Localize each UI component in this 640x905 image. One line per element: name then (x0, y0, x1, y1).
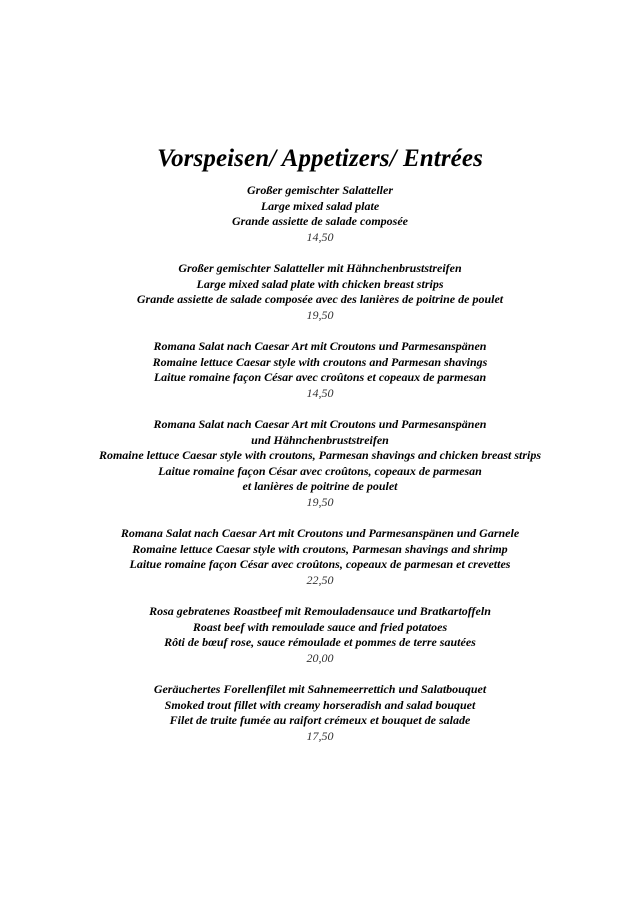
item-name-german: Geräuchertes Forellenfilet mit Sahnemeerrettich und Salatbouquet (153, 682, 487, 696)
item-name-german-continued: und Hähnchenbruststreifen (251, 432, 389, 447)
item-name-german: Romana Salat nach Caesar Art mit Croutons und Parmesanspänen und Garnele (120, 526, 520, 540)
menu-item (0, 417, 640, 510)
item-price: 22,50 (306, 572, 334, 587)
item-name-english: Romaine lettuce Caesar style with croutons, Parmesan shavings and chicken breast strips (98, 448, 542, 462)
item-price: 20,00 (306, 650, 334, 665)
item-name-french: Grande assiette de salade composée avec des lanières de poitrine de poulet (136, 292, 504, 306)
menu-title: Vorspeisen/ Appetizers/ Entrées (157, 145, 483, 172)
menu-item (0, 604, 640, 666)
item-name-english: Large mixed salad plate (260, 198, 380, 213)
menu-item (0, 183, 640, 245)
item-price: 14,50 (306, 385, 334, 400)
item-name-french: Laitue romaine façon César avec croûtons, copeaux de parmesan et crevettes (129, 557, 511, 571)
item-price: 19,50 (306, 494, 334, 509)
item-name-french: Grande assiette de salade composée (232, 214, 408, 228)
menu-item (0, 261, 640, 323)
item-name-english: Romaine lettuce Caesar style with croutons and Parmesan shavings (152, 354, 488, 369)
item-name-french: Rôti de bœuf rose, sauce rémoulade et pommes de terre sautées (164, 635, 476, 649)
item-name-english: Romaine lettuce Caesar style with croutons, Parmesan shavings and shrimp (132, 541, 508, 556)
item-name-german: Romana Salat nach Caesar Art mit Croutons und Parmesanspänen (153, 417, 487, 431)
item-price: 19,50 (306, 307, 334, 322)
item-name-german: Rosa gebratenes Roastbeef mit Remouladensauce und Bratkartoffeln (149, 604, 491, 618)
item-name-english: Smoked trout fillet with creamy horseradish and salad bouquet (164, 697, 476, 712)
item-name-german: Großer gemischter Salatteller (247, 183, 393, 197)
item-name-french: Filet de truite fumée au raifort crémeux et bouquet de salade (169, 713, 471, 727)
item-name-german: Großer gemischter Salatteller mit Hähnchenbruststreifen (178, 261, 462, 275)
menu-item (0, 339, 640, 401)
item-price: 17,50 (306, 728, 334, 743)
menu-items-list (0, 183, 640, 760)
menu-item (0, 526, 640, 588)
menu-item (0, 682, 640, 744)
item-name-english: Large mixed salad plate with chicken breast strips (196, 276, 444, 291)
item-name-german: Romana Salat nach Caesar Art mit Croutons und Parmesanspänen (153, 339, 487, 353)
item-name-french-continued: et lanières de poitrine de poulet (242, 479, 398, 493)
item-name-french: Laitue romaine façon César avec croûtons et copeaux de parmesan (153, 370, 487, 384)
item-price: 14,50 (306, 229, 334, 244)
item-name-french: Laitue romaine façon César avec croûtons, copeaux de parmesan (158, 463, 482, 478)
item-name-english: Roast beef with remoulade sauce and fried potatoes (192, 619, 448, 634)
